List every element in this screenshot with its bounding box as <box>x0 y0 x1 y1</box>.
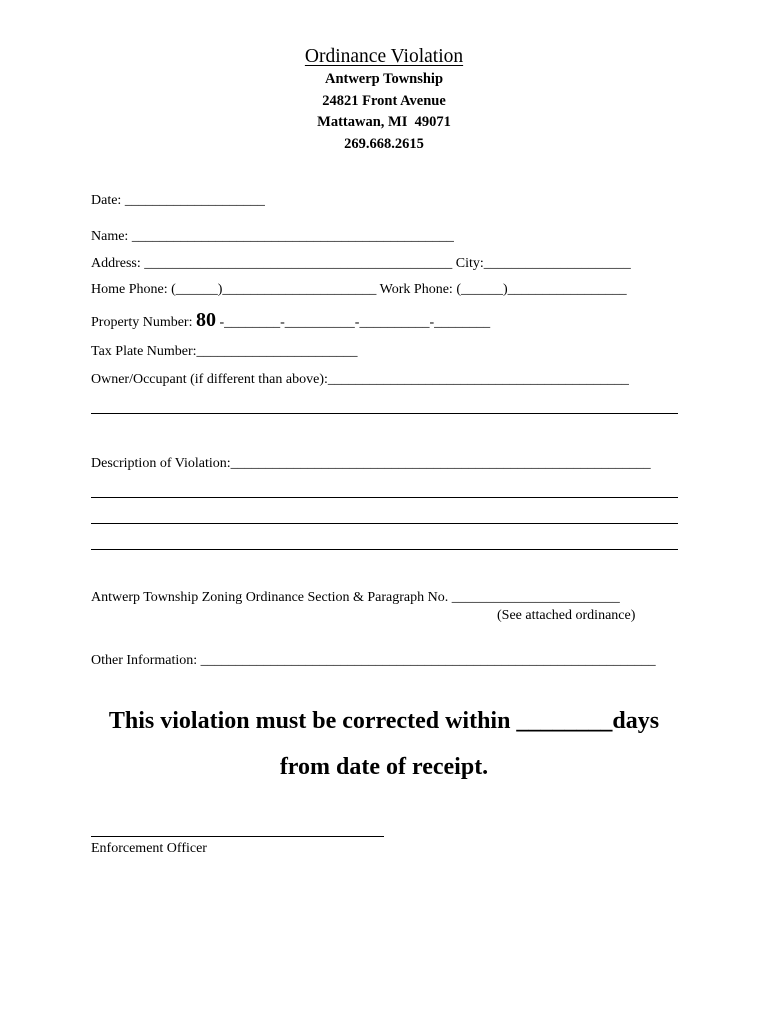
township-city: Mattawan, MI 49071 <box>317 114 451 130</box>
other-information-field[interactable]: Other Information: _________________________________________________________________ <box>91 653 656 668</box>
enforcement-officer-label: Enforcement Officer <box>91 841 207 856</box>
township-street: 24821 Front Avenue <box>322 93 446 109</box>
correction-notice-line-1[interactable]: This violation must be corrected within ________days <box>108 708 660 734</box>
township-name: Antwerp Township <box>324 71 444 87</box>
description-line-3[interactable] <box>91 549 678 550</box>
name-field[interactable]: Name: ______________________________________________ <box>91 229 454 244</box>
tax-plate-field[interactable]: Tax Plate Number:_______________________ <box>91 344 358 359</box>
description-line-2[interactable] <box>91 523 678 524</box>
correction-notice-line-2: from date of receipt. <box>279 754 489 780</box>
see-attached-note: (See attached ordinance) <box>497 608 636 623</box>
description-field[interactable]: Description of Violation:____________________________________________________________ <box>91 456 651 471</box>
property-number-field[interactable] <box>91 311 490 332</box>
form-title: Ordinance Violation <box>304 46 464 67</box>
phone-fields[interactable]: Home Phone: (______)______________________ Work Phone: (______)_________________ <box>91 282 627 297</box>
property-number-prefix-value: 80 <box>195 309 216 331</box>
description-line-1[interactable] <box>91 497 678 498</box>
address-city-field[interactable]: Address: ____________________________________________ City:_____________________ <box>91 256 631 271</box>
signature-line[interactable] <box>91 836 384 837</box>
township-phone: 269.668.2615 <box>344 136 424 152</box>
property-number-label: Property Number: <box>91 315 196 330</box>
owner-continuation-line[interactable] <box>91 413 678 414</box>
property-number-blanks[interactable]: -________-__________-__________-________ <box>215 315 491 330</box>
ordinance-section-field[interactable]: Antwerp Township Zoning Ordinance Section & Paragraph No. ________________________ <box>91 590 620 605</box>
date-field[interactable]: Date: ____________________ <box>91 193 265 208</box>
owner-occupant-field[interactable]: Owner/Occupant (if different than above):___________________________________________ <box>91 372 629 387</box>
